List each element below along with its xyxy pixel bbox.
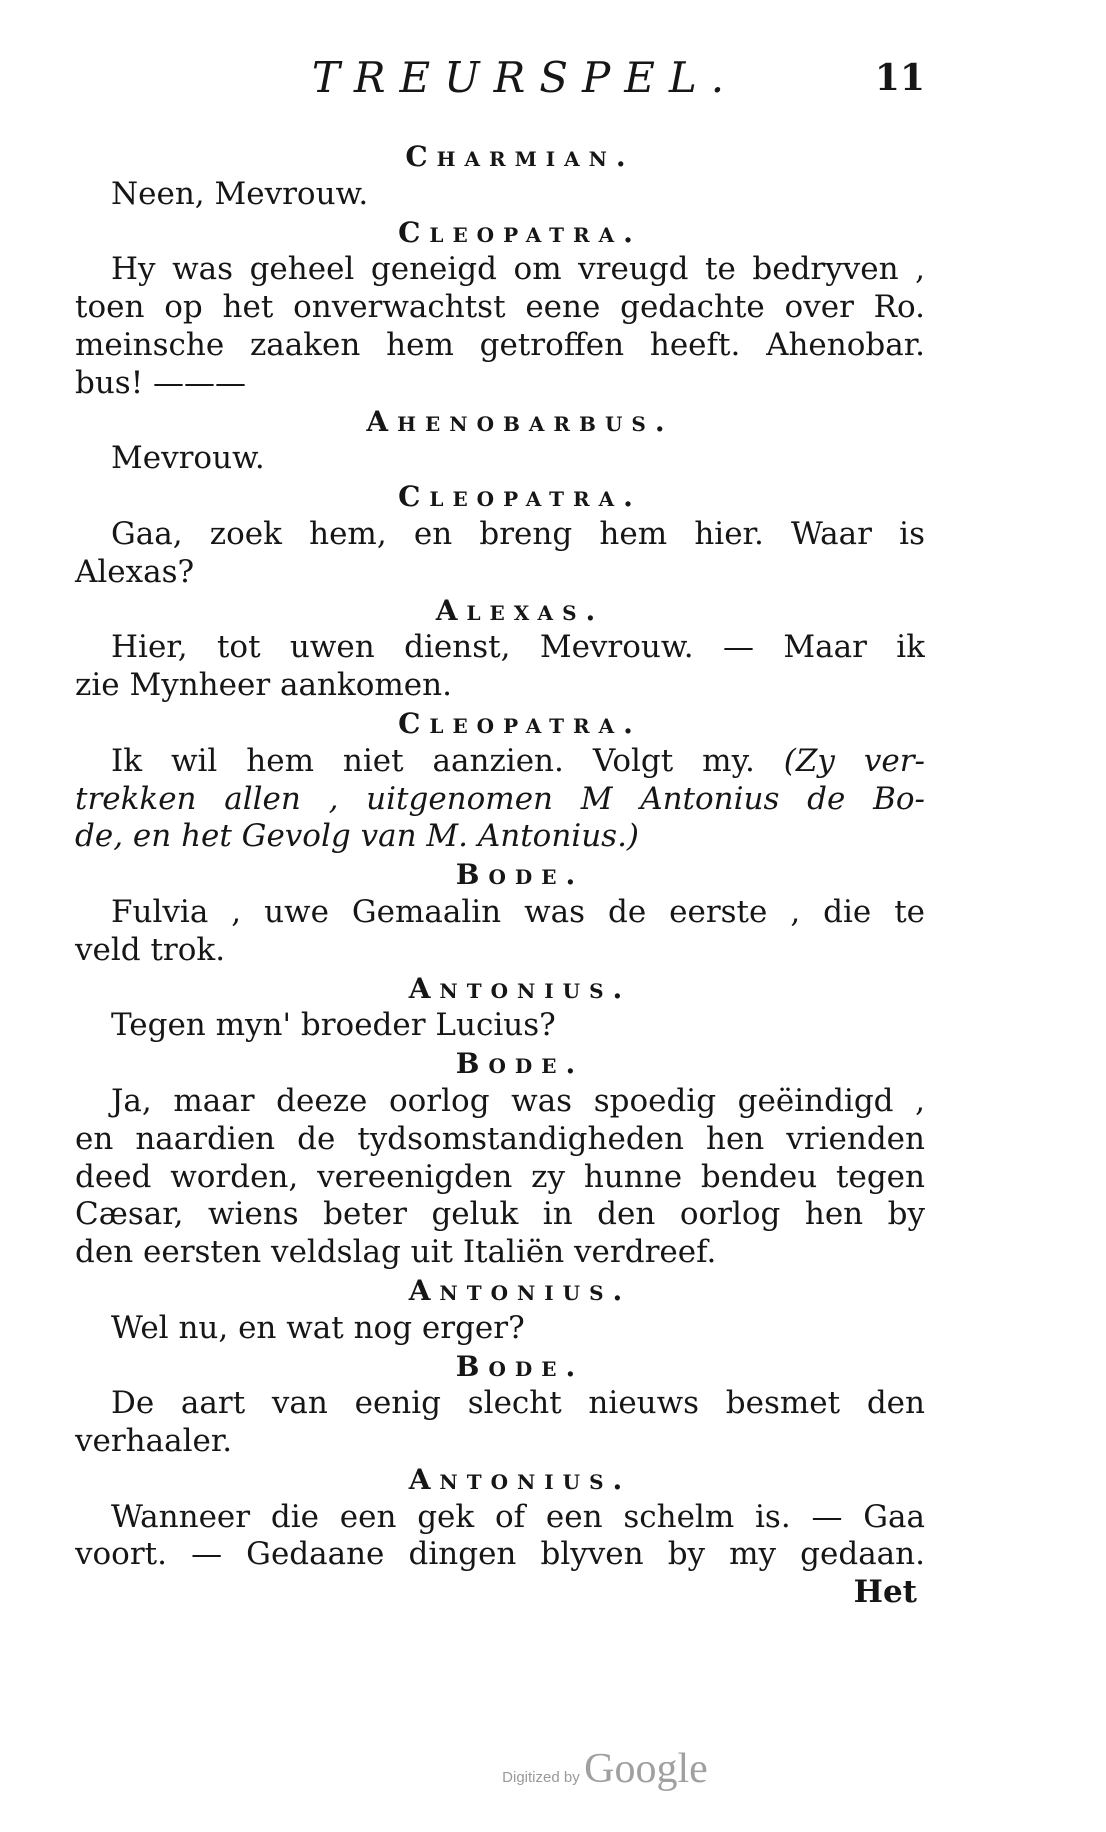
dialogue-line: Mevrouw. <box>111 440 265 477</box>
speaker-heading: Bode. <box>455 858 585 892</box>
speaker-heading: Charmian. <box>405 140 635 173</box>
speaker-heading: Antonius. <box>408 1273 632 1307</box>
dialogue-line: voort. — Gedaane dingen blyven by my gedaan. <box>75 1536 925 1573</box>
dialogue-line: De aart van eenig slecht nieuws besmet den <box>111 1385 925 1422</box>
speaker-heading: Antonius. <box>408 1462 632 1496</box>
dialogue-line: Fulvia , uwe Gemaalin was de eerste , die te <box>111 893 925 930</box>
dialogue-line: zie Mynheer aankomen. <box>75 667 452 704</box>
speaker-heading: Ahenobarbus. <box>366 404 674 438</box>
speaker-heading: Antonius. <box>408 971 632 1005</box>
google-logo: Google <box>584 1746 708 1792</box>
dialogue-line: Wel nu, en wat nog erger? <box>111 1309 525 1346</box>
dialogue-line: verhaaler. <box>75 1423 233 1460</box>
speaker-heading: Bode. <box>455 1349 585 1383</box>
digitized-by-label: Digitized by <box>502 1769 580 1786</box>
dialogue-line: deed worden, vereenigden zy hunne bendeu tegen <box>75 1158 925 1195</box>
speaker-heading: Bode. <box>455 1047 585 1081</box>
dialogue-line: toen op het onverwachtst eene gedachte over Ro. <box>75 289 925 326</box>
dialogue-line: Ja, maar deeze oorlog was spoedig geëindigd , <box>111 1082 925 1119</box>
speaker-heading: Cleopatra. <box>398 480 642 514</box>
play-text <box>75 138 925 1612</box>
dialogue-line <box>75 743 925 781</box>
dialogue-line: Hier, tot uwen dienst, Mevrouw. — Maar ik <box>111 629 925 666</box>
dialogue-line: Cæsar, wiens beter geluk in den oorlog hen by <box>75 1196 925 1233</box>
dialogue-line: meinsche zaaken hem getroffen heeft. Ahenobar. <box>75 326 925 363</box>
dialogue-line: Alexas? <box>75 553 195 590</box>
dialogue-line: veld trok. <box>75 931 226 968</box>
stage-direction-line: trekken allen , uitgenomen M Antonius de Bo- <box>75 780 925 817</box>
stage-direction: (Zy ver- <box>783 742 925 779</box>
stage-direction-line: de, en het Gevolg van M. Antonius.) <box>75 818 640 855</box>
dialogue-line: bus! ——— <box>75 364 247 401</box>
running-title: TREURSPEL. <box>311 53 739 102</box>
page-number: 11 <box>874 57 925 99</box>
dialogue-line: Neen, Mevrouw. <box>111 175 369 212</box>
speaker-heading: Cleopatra. <box>398 215 642 249</box>
dialogue-line: Tegen myn' broeder Lucius? <box>111 1007 556 1044</box>
speaker-heading: Cleopatra. <box>398 706 642 740</box>
page-header <box>75 48 925 108</box>
digitization-watermark <box>465 1745 745 1793</box>
catchword: Het <box>853 1574 917 1611</box>
dialogue-line: Gaa, zoek hem, en breng hem hier. Waar is <box>111 515 925 552</box>
dialogue-line: en naardien de tydsomstandigheden hen vrienden <box>75 1120 925 1157</box>
dialogue-line: den eersten veldslag uit Italiën verdreef. <box>75 1234 717 1271</box>
dialogue-line: Wanneer die een gek of een schelm is. — Gaa <box>111 1498 925 1535</box>
dialogue-line: Hy was geheel geneigd om vreugd te bedryven , <box>111 251 925 288</box>
speaker-heading: Alexas. <box>435 593 605 627</box>
dialogue-text: Ik wil hem niet aanzien. Volgt my. <box>111 742 784 779</box>
